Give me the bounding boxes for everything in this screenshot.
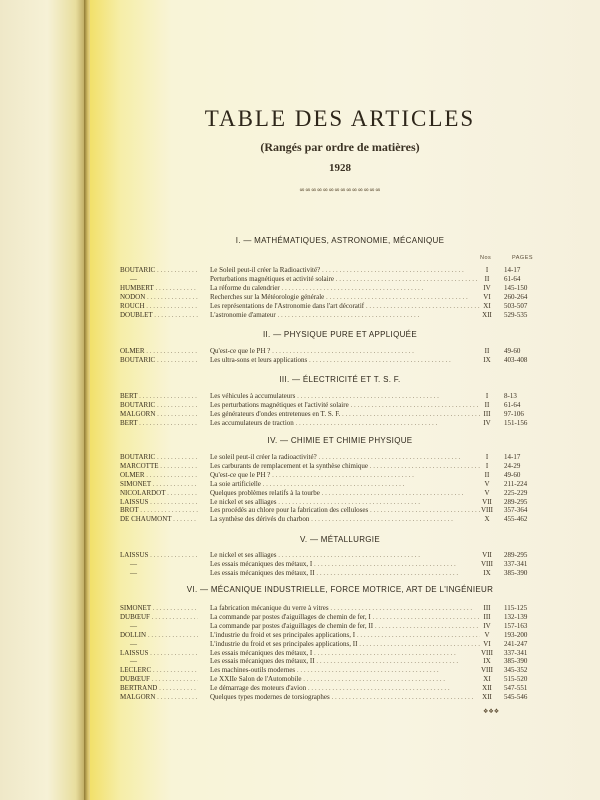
- author: LAISSUS . . .: [120, 551, 198, 560]
- issue-number: IX: [483, 657, 491, 666]
- section-heading: IV. — CHIMIE ET CHIMIE PHYSIQUE: [267, 436, 413, 445]
- toc-row: [90, 489, 600, 498]
- toc-row: [90, 356, 600, 365]
- issue-number: VIII: [480, 666, 494, 675]
- article: La fabrication mécanique du verre à vitres . . .: [210, 604, 480, 613]
- issue-number: III: [483, 612, 491, 621]
- author: —: [130, 559, 137, 568]
- toc-row: [90, 684, 600, 693]
- left-page-edge: [0, 0, 86, 800]
- page-range: 132-139: [504, 612, 528, 621]
- article: Les essais mécaniques des métaux, II . . .: [210, 657, 480, 666]
- author: DOUBLET . . .: [120, 311, 198, 320]
- author: DOLLIN . . .: [120, 631, 198, 640]
- toc-row: [90, 293, 600, 302]
- article: La commande par postes d'aiguillages de chemin de fer, I . . .: [210, 613, 480, 622]
- toc-row: [90, 462, 600, 471]
- author: OLMER . . .: [120, 347, 198, 356]
- article: Les véhicules à accumulateurs . . .: [210, 392, 480, 401]
- section-heading: II. — PHYSIQUE PURE ET APPLIQUÉE: [263, 330, 417, 339]
- author: BERT . . .: [120, 419, 198, 428]
- issue-number: XI: [483, 301, 491, 310]
- article: Le nickel et ses alliages . . .: [210, 498, 480, 507]
- article: Le soleil peut-il créer la radioactivité? . . .: [210, 453, 480, 462]
- issue-number: VI: [483, 292, 491, 301]
- page-range: 97-106: [504, 409, 524, 418]
- issue-number: XI: [483, 675, 491, 684]
- author: LECLERC . . .: [120, 666, 198, 675]
- toc-row: [90, 675, 600, 684]
- page-range: 529-535: [504, 310, 528, 319]
- author: MALGORN . . .: [120, 693, 198, 702]
- toc-row: [90, 410, 600, 419]
- toc-row: [90, 569, 600, 578]
- page-range: 61-64: [504, 274, 521, 283]
- issue-number: VIII: [480, 648, 494, 657]
- author: HUMBERT . . .: [120, 284, 198, 293]
- issue-number: I: [485, 392, 489, 400]
- page-range: 403-408: [504, 355, 528, 364]
- article: Recherches sur la Météorologie générale . . .: [210, 293, 480, 302]
- toc-row: [90, 311, 600, 320]
- issue-number: XII: [482, 693, 492, 701]
- author: BERTRAND . . .: [120, 684, 198, 693]
- page-range: 337-341: [504, 648, 528, 657]
- issue-number: VII: [482, 497, 492, 506]
- column-pages-header: PAGES: [512, 255, 534, 261]
- page-range: 115-125: [504, 604, 528, 612]
- issue-number: V: [484, 630, 490, 639]
- article: Les essais mécaniques des métaux, I . . .: [210, 649, 480, 658]
- toc-row: [90, 480, 600, 489]
- author: —: [130, 639, 137, 648]
- issue-number: VI: [483, 639, 491, 648]
- article: Le démarrage des moteurs d'avion . . .: [210, 684, 480, 693]
- page-range: 61-64: [504, 400, 521, 409]
- author: BOUTARIC . . .: [120, 266, 198, 275]
- author: SIMONET . . .: [120, 604, 198, 613]
- issue-number: VIII: [480, 559, 494, 568]
- year: 1928: [329, 162, 351, 174]
- article: La commande par postes d'aiguillages de chemin de fer, II . . .: [210, 622, 480, 631]
- author: BOUTARIC . . .: [120, 356, 198, 365]
- article: Les accumulateurs de traction . . .: [210, 419, 480, 428]
- page-range: 357-364: [504, 506, 528, 515]
- issue-number: IV: [483, 621, 491, 630]
- issue-number: VIII: [480, 506, 494, 515]
- article: Les générateurs d'ondes entretenues en T. S. F. . . .: [210, 410, 480, 419]
- page-range: 145-150: [504, 283, 528, 292]
- toc-row: [90, 266, 600, 275]
- issue-number: IX: [483, 355, 491, 364]
- article: Les machines-outils modernes . . .: [210, 666, 480, 675]
- book-page: [90, 0, 600, 800]
- page-range: 503-507: [504, 301, 528, 310]
- page-subtitle: (Rangés par ordre de matières): [260, 140, 420, 154]
- page-range: 225-229: [504, 488, 528, 497]
- section-heading: III. — ÉLECTRICITÉ ET T. S. F.: [279, 375, 401, 384]
- issue-number: III: [483, 409, 491, 418]
- article: L'astronomie d'amateur . . .: [210, 311, 480, 320]
- page-range: 547-551: [504, 684, 528, 693]
- issue-number: II: [484, 400, 490, 409]
- section-heading: V. — MÉTALLURGIE: [300, 535, 380, 544]
- page-range: 14-17: [504, 266, 521, 274]
- issue-number: IX: [483, 568, 491, 577]
- issue-number: X: [484, 515, 490, 524]
- article: Le Soleil peut-il créer la Radioactivité? . . .: [210, 266, 480, 275]
- page-range: 337-341: [504, 559, 528, 568]
- article: La réforme du calendrier . . .: [210, 284, 480, 293]
- page-range: 515-520: [504, 675, 528, 684]
- toc-row: [90, 284, 600, 293]
- issue-number: II: [484, 347, 490, 355]
- page-range: 289-295: [504, 551, 528, 559]
- article: Le XXIIe Salon de l'Automobile . . .: [210, 675, 480, 684]
- toc-row: [90, 515, 600, 524]
- issue-number: IV: [483, 418, 491, 427]
- toc-row: [90, 622, 600, 631]
- toc-row: [90, 657, 600, 666]
- article: Les essais mécaniques des métaux, II . . .: [210, 569, 480, 578]
- end-ornament: ❖❖❖: [483, 708, 500, 715]
- article: Quelques problèmes relatifs à la tourbe . . .: [210, 489, 480, 498]
- toc-row: [90, 453, 600, 462]
- article: L'industrie du froid et ses principales applications, I . . .: [210, 631, 480, 640]
- toc-row: [90, 693, 600, 702]
- page-range: 49-60: [504, 347, 521, 355]
- section-heading: I. — MATHÉMATIQUES, ASTRONOMIE, MÉCANIQUE: [235, 236, 445, 245]
- page-range: 385-390: [504, 657, 528, 666]
- author: NICOLARDOT . . .: [120, 489, 198, 498]
- toc-row: [90, 392, 600, 401]
- section-heading: VI. — MÉCANIQUE INDUSTRIELLE, FORCE MOTRICE, ART DE L'INGÉNIEUR: [186, 585, 494, 594]
- author: OLMER . . .: [120, 471, 198, 480]
- page-range: 49-60: [504, 470, 521, 479]
- page-range: 24-29: [504, 461, 521, 470]
- author: NODON . . .: [120, 293, 198, 302]
- toc-row: [90, 471, 600, 480]
- author: —: [130, 568, 137, 577]
- toc-row: [90, 275, 600, 284]
- article: Les essais mécaniques des métaux, I . . .: [210, 560, 480, 569]
- issue-number: II: [484, 274, 490, 283]
- article: L'industrie du froid et ses principales applications, II . . .: [210, 640, 480, 649]
- author: BROT . . .: [120, 506, 198, 515]
- toc-row: [90, 631, 600, 640]
- article: Les perturbations magnétiques et l'activité solaire . . .: [210, 401, 480, 410]
- issue-number: IV: [483, 283, 491, 292]
- author: ROUCH . . .: [120, 302, 198, 311]
- page-range: 8-13: [504, 392, 517, 400]
- issue-number: I: [485, 453, 489, 461]
- toc-row: [90, 604, 600, 613]
- issue-number: II: [484, 470, 490, 479]
- article: Les ultra-sons et leurs applications . . .: [210, 356, 480, 365]
- author: DUBŒUF . . .: [120, 675, 198, 684]
- toc-row: [90, 302, 600, 311]
- author: MALGORN . . .: [120, 410, 198, 419]
- column-no-header: Nos: [480, 255, 492, 261]
- toc-row: [90, 506, 600, 515]
- toc-row: [90, 419, 600, 428]
- article: Quelques types modernes de torsiographes . . .: [210, 693, 480, 702]
- author: DUBŒUF . . .: [120, 613, 198, 622]
- page-range: 241-247: [504, 639, 528, 648]
- author: —: [130, 657, 137, 666]
- issue-number: I: [485, 266, 489, 274]
- toc-row: [90, 347, 600, 356]
- page-range: 151-156: [504, 418, 528, 427]
- page-range: 211-224: [504, 479, 528, 488]
- page-range: 157-163: [504, 621, 528, 630]
- issue-number: XII: [482, 684, 492, 693]
- author: LAISSUS . . .: [120, 649, 198, 658]
- page-range: 14-17: [504, 453, 521, 461]
- article: Le nickel et ses alliages . . .: [210, 551, 480, 560]
- toc-row: [90, 551, 600, 560]
- author: DE CHAUMONT . . .: [120, 515, 198, 524]
- article: Perturbations magnétiques et activité solaire . . .: [210, 275, 480, 284]
- article: Les représentations de l'Astronomie dans l'art décoratif . . .: [210, 302, 480, 311]
- author: LAISSUS . . .: [120, 498, 198, 507]
- toc-row: [90, 560, 600, 569]
- author: SIMONET . . .: [120, 480, 198, 489]
- author: —: [130, 274, 137, 283]
- page-range: 455-462: [504, 515, 528, 524]
- article: Qu'est-ce que le PH ? . . .: [210, 471, 480, 480]
- article: Qu'est-ce que le PH ? . . .: [210, 347, 480, 356]
- toc-row: [90, 640, 600, 649]
- page-range: 289-295: [504, 497, 528, 506]
- issue-number: III: [483, 604, 491, 612]
- toc-row: [90, 649, 600, 658]
- page-range: 545-546: [504, 693, 528, 701]
- page-range: 345-352: [504, 666, 528, 675]
- article: Les carburants de remplacement et la synthèse chimique . . .: [210, 462, 480, 471]
- author: BOUTARIC . . .: [120, 453, 198, 462]
- author: MARCOTTE . . .: [120, 462, 198, 471]
- toc-row: [90, 401, 600, 410]
- title-ornament: ∞∞∞∞∞∞∞∞∞∞∞∞∞∞: [299, 186, 381, 194]
- article: Les procédés au chlore pour la fabrication des celluloses . . .: [210, 506, 480, 515]
- toc-row: [90, 666, 600, 675]
- author: —: [130, 621, 137, 630]
- issue-number: I: [485, 461, 489, 470]
- page-range: 260-264: [504, 292, 528, 301]
- page-title: TABLE DES ARTICLES: [204, 106, 476, 131]
- article: La soie artificielle . . .: [210, 480, 480, 489]
- author: BOUTARIC . . .: [120, 401, 198, 410]
- page-range: 193-200: [504, 630, 528, 639]
- issue-number: VII: [482, 551, 492, 559]
- issue-number: XII: [482, 310, 492, 319]
- author: BERT . . .: [120, 392, 198, 401]
- issue-number: V: [484, 479, 490, 488]
- toc-row: [90, 613, 600, 622]
- issue-number: V: [484, 488, 490, 497]
- article: La synthèse des dérivés du charbon . . .: [210, 515, 480, 524]
- toc-row: [90, 498, 600, 507]
- page-range: 385-390: [504, 568, 528, 577]
